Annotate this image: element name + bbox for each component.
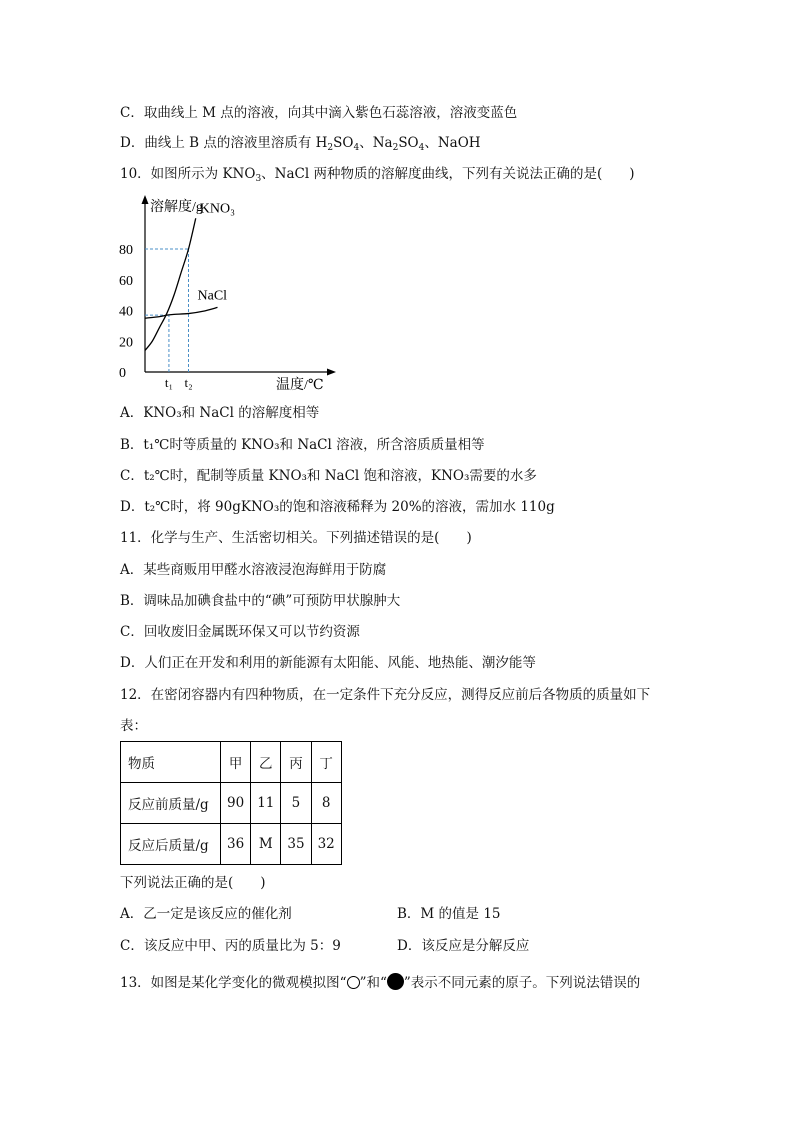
table-row (121, 783, 342, 824)
hollow-atom-icon (347, 976, 360, 989)
curve-labels (198, 201, 236, 303)
q13-stem: 13．如图是某化学变化的微观模拟图“ ”和“ ”表示不同元素的原子。下列说法错误的 (120, 975, 641, 991)
q11-option-d: D．人们正在开发和利用的新能源有太阳能、风能、地热能、潮汐能等 (120, 655, 536, 671)
curves (145, 218, 218, 350)
y-tick-label: 80 (119, 243, 133, 258)
q12-stem-line1: 12．在密闭容器内有四种物质，在一定条件下充分反应，测得反应前后各物质的质量如下 (120, 687, 651, 703)
x-tick-labels (165, 375, 193, 390)
table-cell: 丁 (311, 742, 341, 783)
x-axis-label: 温度/℃ (276, 378, 324, 393)
y-axis-arrow (142, 195, 149, 204)
q11-option-a: A．某些商贩用甲醛水溶液浸泡海鲜用于防腐 (120, 562, 387, 578)
q10-stem: 10．如图所示为 $KNO_3$、NaCl 两种物质的溶解度曲线，下列有关说法正确的是( ) (120, 166, 635, 184)
q12-option-b: B．M 的值是 15 (397, 906, 501, 922)
table-row (121, 824, 342, 865)
q10-option-a: A．KNO₃和 NaCl 的溶解度相等 (120, 405, 320, 421)
q10-option-c: C．t₂℃时，配制等质量 KNO₃和 NaCl 饱和溶液，KNO₃需要的水多 (120, 468, 537, 484)
y-tick-label: 60 (119, 273, 133, 289)
q9-option-d: D．曲线上 B 点的溶液里溶质有 $H_2SO_4$、$Na_2SO_4$、NaOH (120, 135, 481, 153)
x-tick-label: t₂ (184, 375, 193, 390)
q10-option-b: B．t₁℃时等质量的 KNO₃和 NaCl 溶液，所含溶质质量相等 (120, 437, 485, 453)
table-cell: 反应后质量/g (121, 824, 221, 865)
dashed-guides (145, 249, 189, 372)
table-cell: 90 (221, 783, 251, 824)
table-cell: 乙 (251, 742, 281, 783)
table-cell: 8 (311, 783, 341, 824)
y-tick-label: 0 (119, 366, 126, 381)
mass-table (120, 741, 342, 865)
table-cell: 36 (221, 824, 251, 865)
table-cell: 甲 (221, 742, 251, 783)
q11-option-b: B．调味品加碘食盐中的“碘”可预防甲状腺肿大 (120, 593, 401, 609)
table-header-row (121, 742, 342, 783)
table-cell: 11 (251, 783, 281, 824)
y-tick-label: 40 (119, 304, 133, 320)
y-tick-label: 20 (119, 335, 133, 351)
table-cell: 32 (311, 824, 341, 865)
x-tick-label: t₁ (164, 375, 174, 390)
table-cell: 35 (281, 824, 311, 865)
table-cell: 反应前质量/g (121, 783, 221, 824)
q12-prompt: 下列说法正确的是( ) (120, 875, 266, 891)
q12-option-a: A．乙一定是该反应的催化剂 (120, 906, 292, 922)
q12-stem-line2: 表： (120, 718, 147, 734)
y-axis-label: 溶解度/g (150, 200, 203, 215)
q9-option-c: C．取曲线上 M 点的溶液，向其中滴入紫色石蕊溶液，溶液变蓝色 (120, 105, 518, 121)
table-cell: 物质 (121, 742, 221, 783)
table-cell: M (251, 824, 281, 865)
series-label: NaCl (197, 288, 228, 304)
y-tick-labels (119, 243, 133, 381)
q12-option-c: C．该反应中甲、丙的质量比为 5：9 (120, 938, 341, 954)
solid-atom-icon (387, 973, 404, 990)
table-cell: 丙 (281, 742, 311, 783)
solubility-chart (110, 187, 350, 397)
table-cell: 5 (281, 783, 311, 824)
q12-option-d: D．该反应是分解反应 (397, 938, 530, 954)
x-axis-arrow (327, 369, 336, 376)
q10-option-d: D．t₂℃时，将 90gKNO₃的饱和溶液稀释为 20%的溶液，需加水 110g (120, 499, 555, 515)
q11-option-c: C．回收废旧金属既环保又可以节约资源 (120, 624, 360, 640)
series-curve (145, 307, 218, 318)
series-label: KNO₃ (199, 201, 235, 217)
q11-stem: 11．化学与生产、生活密切相关。下列描述错误的是( ) (120, 530, 472, 546)
